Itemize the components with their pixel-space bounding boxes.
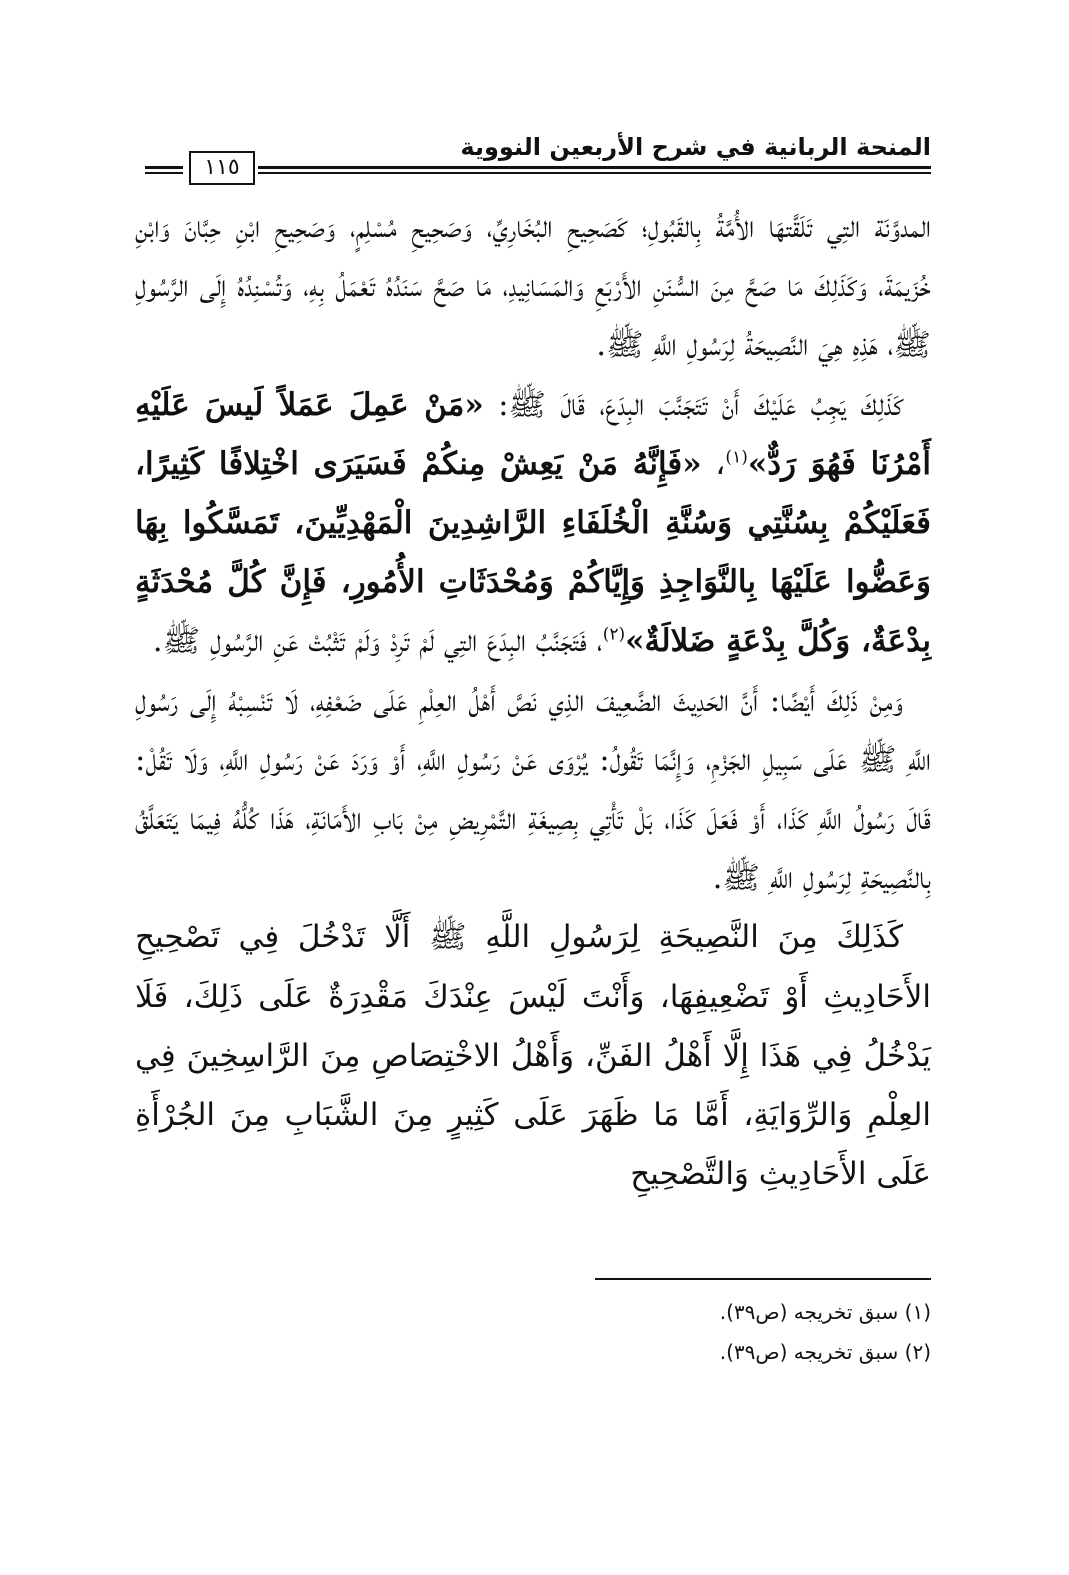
paragraph-4: كَذَلِكَ مِنَ النَّصِيحَةِ لِرَسُولِ اللَّهِ ﷺ أَلَّا تَدْخُلَ فِي تَصْحِيحِ الأَحَادِيثِ أَوْ تَضْعِيفِهَا، وَأَنْتَ لَيْسَ عِنْدَكَ مَقْدِرَةٌ عَلَى ذَلِكَ، فَلَا يَدْخُلُ فِي هَذَا إِلَّا أَهْلُ الفَنِّ، وَأَهْلُ الاخْتِصَاصِ مِنَ الرَّاسِخِينَ فِي العِلْمِ وَالرِّوَايَةِ، أَمَّا مَا ظَهَرَ عَلَى كَثِيرٍ مِنَ الشَّبَابِ مِنَ الجُرْأَةِ عَلَى الأَحَادِيثِ وَالتَّصْحِيحِ	[135, 919, 931, 1193]
running-title: المنحة الربانية في شرح الأربعين النووية	[460, 133, 931, 161]
main-text	[135, 198, 931, 1204]
paragraph-2-intro: كَذَلِكَ يَجِبُ عَلَيْكَ أَنْ تَتَجَنَّبَ البِدَعَ، قَالَ ﷺ:	[483, 386, 904, 423]
hadith-separator: ،	[701, 445, 726, 482]
paragraph-1: المدوَّنَة التِي تَلَقَّتهَا الأُمَّةُ بِالقَبُولِ؛ كَصَحِيحِ البُخَارِيِّ، وَصَحِيحِ مُسْلِمٍ، وَصَحِيحِ ابْنِ حِبَّانَ وَابْنِ خُزَيمَةَ، وَكَذَلِكَ مَا صَحَّ مِنَ السُّنَنِ الأَرْبَعِ وَالمَسَانِيدِ، مَا صَحَّ سَنَدُهُ تَعْمَلُ بِهِ، وَتُسْنِدُهُ إِلَى الرَّسُولِ ﷺ، هَذِهِ هِيَ النَّصِيحَةُ لِرَسُولِ اللَّهِ ﷺ.	[135, 209, 931, 364]
paragraph-3: وَمِنْ ذَلِكَ أَيْضًا: أَنَّ الحَدِيثَ الضَّعِيفَ الذِي نَصَّ أَهْلُ العِلْمِ عَلَى ضَعْفِهِ، لَا تَنْسِبْهُ إِلَى رَسُولِ اللَّهِ ﷺ عَلَى سَبِيلِ الجَزْمِ، وَإِنَّمَا تَقُولُ: يُرْوَى عَنْ رَسُولِ اللَّهِ، أَوْ وَرَدَ عَنْ رَسُولِ اللَّهِ، وَلَا تَقُلْ: قَالَ رَسُولُ اللَّهِ كَذَا، أَوْ فَعَلَ كَذَا، بَلْ تَأْتِي بِصِيغَةِ التَّمْرِيضِ مِنْ بَابِ الأَمَانَةِ، هَذَا كُلُّهُ فِيمَا يَتَعَلَّقُ بِالنَّصِيحَةِ لِرَسُولِ اللَّهِ ﷺ.	[135, 682, 931, 897]
footnote-2: (٢) سبق تخريجه (ص٣٩).	[719, 1340, 931, 1364]
page-number: ١١٥	[189, 151, 255, 185]
paragraph-2	[135, 376, 931, 672]
footnote-marker-2[interactable]: (٢)	[602, 625, 626, 646]
hadith-quote-1: «مَنْ عَمِلَ عَمَلاً لَيسَ عَلَيْهِ أَمْرُنَا فَهُوَ رَدٌّ»	[135, 386, 931, 482]
footnotes	[135, 1292, 931, 1372]
header-rule-end	[145, 166, 183, 174]
footnote-marker-1[interactable]: (١)	[725, 447, 748, 468]
header-rule	[258, 166, 931, 174]
paragraph-2-outro: ، فَتَجَنَّبُ البِدَعَ التِي لَمْ تَرِدْ وَلَمْ تَثْبُتْ عَنِ الرَّسُولِ ﷺ.	[152, 623, 603, 660]
footnote-divider	[595, 1278, 931, 1280]
footnote-1: (١) سبق تخريجه (ص٣٩).	[719, 1300, 931, 1324]
hadith-quote-2: «فَإِنَّهُ مَنْ يَعِشْ مِنكُمْ فَسَيَرَى اخْتِلافًا كَثِيرًا، فَعَلَيْكُمْ بِسُنَّتِي وَسُنَّةِ الْخُلَفَاءِ الرَّاشِدِينَ الْمَهْدِيِّينَ، تَمَسَّكُوا بِهَا وَعَضُّوا عَلَيْهَا بِالنَّوَاجِذِ وَإِيَّاكُمْ وَمُحْدَثَاتِ الأُمُورِ، فَإِنَّ كُلَّ مُحْدَثَةٍ بِدْعَةٌ، وَكُلَّ بِدْعَةٍ ضَلالَةٌ»	[135, 445, 931, 660]
